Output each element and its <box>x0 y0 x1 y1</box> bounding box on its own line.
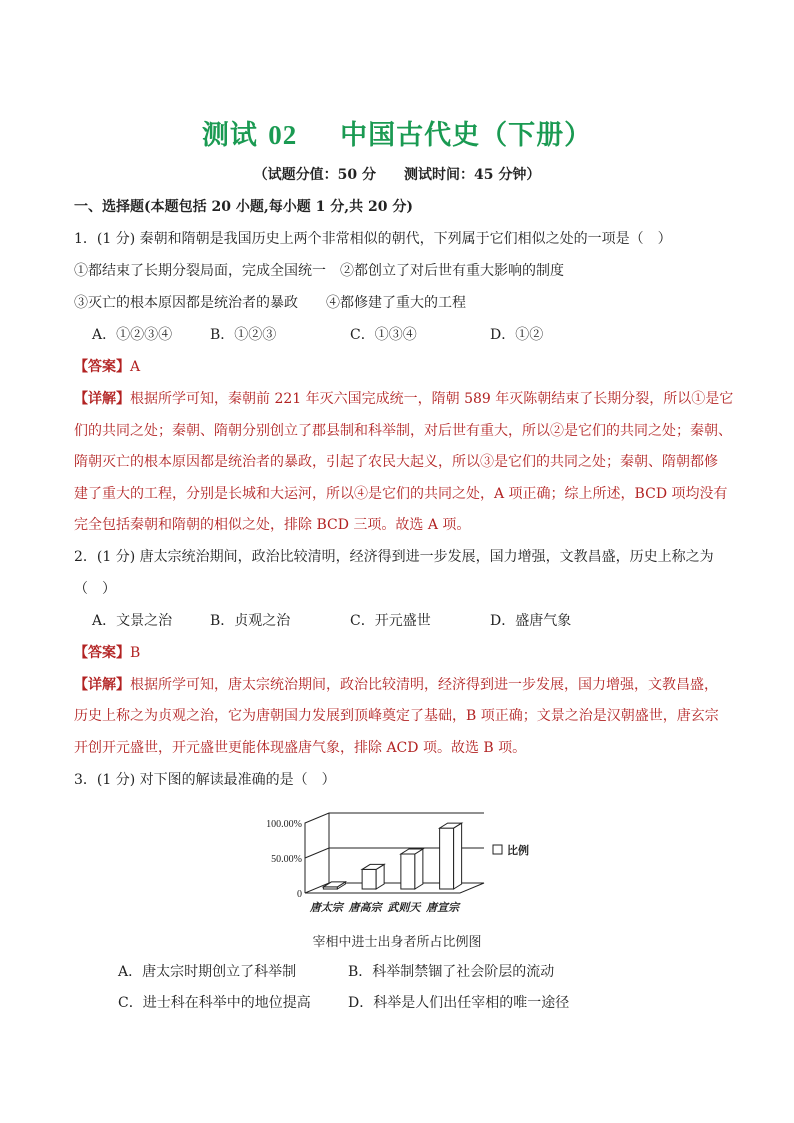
q1-statements-line2: ③灭亡的根本原因都是统治者的暴政 ④都修建了重大的工程 <box>74 295 466 311</box>
y-tick-label: 100.00% <box>266 819 302 830</box>
legend-label: 比例 <box>507 844 529 857</box>
y-tick-label: 0 <box>297 889 302 900</box>
q2-detail-text1: 根据所学可知，唐太宗统治期间，政治比较清明，经济得到进一步发展，国力增强，文教昌盛， <box>130 677 718 693</box>
q2-option-d: D．盛唐气象 <box>490 613 572 629</box>
q1-answer <box>74 357 734 377</box>
bar-front <box>440 828 454 889</box>
q2-detail-line2: 历史上称之为贞观之治，它为唐朝国力发展到顶峰奠定了基础，B 项正确；文景之治是汉朝盛世，唐玄宗 <box>74 708 719 724</box>
bar-side <box>454 823 462 889</box>
q1-options <box>92 325 752 345</box>
q2-answer <box>74 643 734 663</box>
title-number: 02 <box>268 120 298 150</box>
q3-option-a: A．唐太宗时期创立了科举制 <box>118 964 297 980</box>
q1-option-d: D．①② <box>490 327 544 343</box>
q1-option-c: C．①③④ <box>350 327 417 343</box>
q1-detail-line3: 隋朝灭亡的根本原因都是统治者的暴政，引起了农民大起义，所以③是它们的共同之处；秦朝、隋朝都修 <box>74 454 718 470</box>
q2-answer-value: B <box>130 645 141 661</box>
x-tick-label: 唐太宗 <box>309 901 343 914</box>
q2-option-c: C．开元盛世 <box>350 613 431 629</box>
section-heading: 一、选择题(本题包括 20 小题,每小题 1 分,共 20 分) <box>74 199 413 215</box>
chart-caption: 宰相中进士出身者所占比例图 <box>312 935 482 950</box>
chart-text <box>266 819 529 914</box>
q2-stem-line2: （ ） <box>74 581 116 597</box>
q1-detail-line4: 建了重大的工程，分别是长城和大运河，所以④是它们的共同之处，A 项正确；综上所述，BCD 项均没有 <box>74 486 728 502</box>
q1-answer-tag: 【答案】 <box>74 359 130 375</box>
q1-answer-value: A <box>130 359 141 375</box>
q1-statements-line1: ①都结束了长期分裂局面，完成全国统一 ②都创立了对后世有重大影响的制度 <box>74 263 564 279</box>
q2-option-a: A．文景之治 <box>92 613 173 629</box>
q2-detail-line3: 开创开元盛世，开元盛世更能体现盛唐气象，排除 ACD 项。故选 B 项。 <box>74 740 527 756</box>
bar-front <box>401 854 415 889</box>
q2-options <box>92 611 752 631</box>
q2-option-b: B．贞观之治 <box>210 613 291 629</box>
q1-option-a: A．①②③④ <box>92 327 173 343</box>
q2-answer-tag: 【答案】 <box>74 645 130 661</box>
q3-option-b: B．科举制禁锢了社会阶层的流动 <box>348 964 555 980</box>
bar-chart <box>255 803 555 928</box>
q3-stem: 3．(1 分) 对下图的解读最准确的是（ ） <box>74 772 336 788</box>
q1-detail-text1: 根据所学可知，秦朝前 221 年灭六国完成统一，隋朝 589 年灭陈朝结束了长期分裂，所以①是它 <box>130 391 734 407</box>
q3-option-d: D．科举是人们出任宰相的唯一途径 <box>348 995 570 1011</box>
legend-swatch <box>493 845 502 854</box>
q3-option-c: C．进士科在科举中的地位提高 <box>118 995 311 1011</box>
q3-options-row1 <box>118 962 778 982</box>
q1-detail-tag: 【详解】 <box>74 391 130 407</box>
q2-stem-line1: 2．(1 分) 唐太宗统治期间，政治比较清明，经济得到进一步发展，国力增强，文教昌盛，历史上称之为 <box>74 549 714 565</box>
x-tick-label: 武则天 <box>387 901 421 914</box>
page-title <box>0 113 794 152</box>
q3-options-row2 <box>118 993 778 1013</box>
bar-side <box>415 849 423 889</box>
title-part-a: 测试 <box>201 120 258 151</box>
title-part-b: 中国古代史（下册） <box>340 120 593 151</box>
chart-bars <box>323 823 461 889</box>
q1-stem: 1．(1 分) 秦朝和隋朝是我国历史上两个非常相似的朝代，下列属于它们相似之处的一项是（ ） <box>74 231 672 247</box>
x-tick-label: 唐高宗 <box>348 901 382 914</box>
q2-detail-tag: 【详解】 <box>74 677 130 693</box>
bar-front <box>362 869 376 889</box>
q1-detail-line1 <box>74 389 734 409</box>
x-tick-label: 唐宣宗 <box>426 901 460 914</box>
q1-option-b: B．①②③ <box>210 327 277 343</box>
q1-detail-line2: 们的共同之处；秦朝、隋朝分别创立了郡县制和科举制，对后世有重大，所以②是它们的共同之处；秦朝、 <box>74 423 732 439</box>
exam-info: （试题分值：50 分 测试时间：45 分钟） <box>253 167 541 183</box>
q1-detail-line5: 完全包括秦朝和隋朝的相似之处，排除 BCD 三项。故选 A 项。 <box>74 517 471 533</box>
y-tick-label: 50.00% <box>271 854 302 865</box>
q2-detail-line1 <box>74 675 734 695</box>
